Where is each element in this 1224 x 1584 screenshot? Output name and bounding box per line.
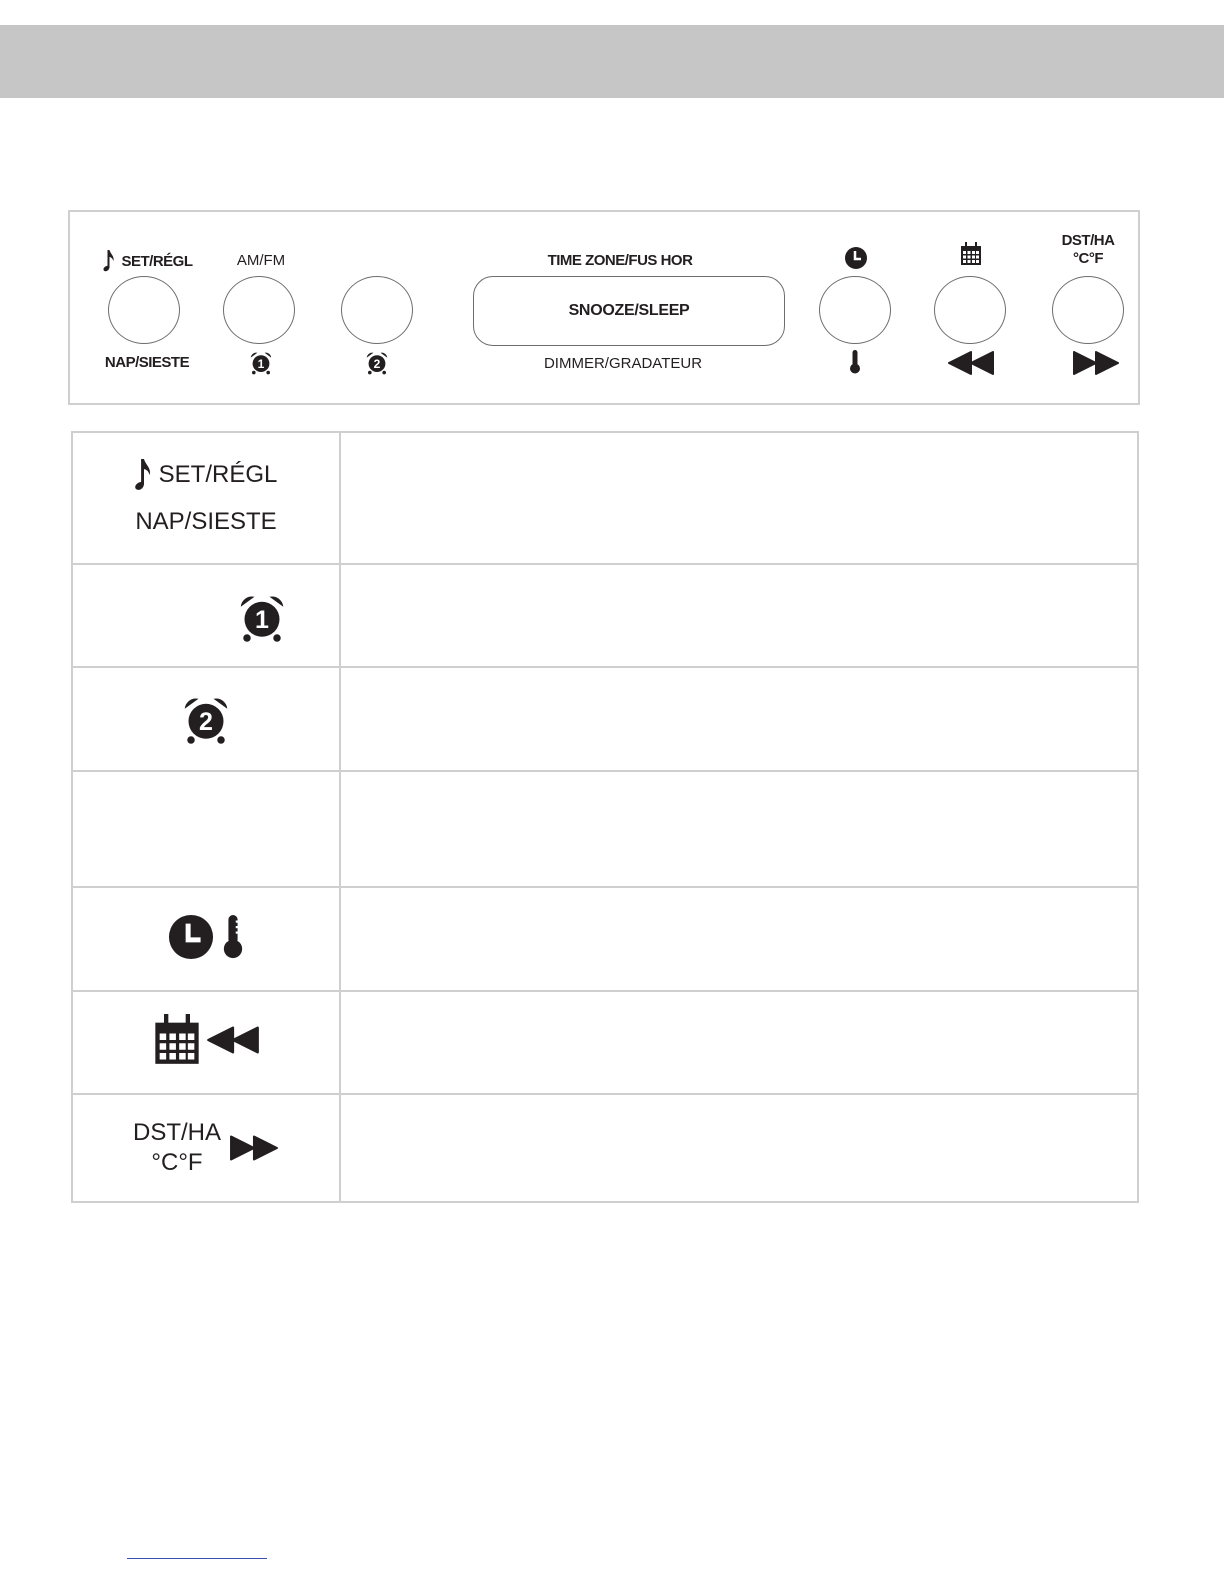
key-cell [72,667,340,771]
description-cell [340,667,1138,771]
table-row [72,991,1138,1094]
alarm2-button[interactable] [341,276,413,344]
footer-link-underline[interactable] [127,1558,267,1559]
fast-forward-icon [1072,351,1120,375]
alarm-2-icon [181,695,231,745]
amfm-alarm1-button[interactable] [223,276,295,344]
dst-key-group [133,1118,279,1178]
calendar-rewind-button[interactable] [934,276,1006,344]
dst-forward-button[interactable] [1052,276,1124,344]
clock-icon [168,914,214,960]
key-cell [72,1094,340,1202]
thermometer-icon [222,914,244,960]
amfm-label: AM/FM [236,252,286,269]
button-description-table [71,431,1139,1203]
rewind-icon [947,351,995,375]
key-cell [72,432,340,564]
calendar-icon [960,242,982,266]
dst-text: DST/HA [132,1119,221,1146]
calendar-icon [152,1014,202,1066]
alarm-2-number: 2 [199,708,213,736]
clock-icon [844,246,868,270]
key-cell [72,991,340,1094]
calendar-rewind-icons [152,1014,260,1066]
description-cell [340,432,1138,564]
fast-forward-icon [229,1135,279,1161]
set-nap-button[interactable] [108,276,180,344]
dst-text-stack [133,1118,221,1178]
table-row [72,432,1138,564]
table-row [72,564,1138,667]
table-row [72,1094,1138,1202]
dst-label: DST/HA [1061,232,1115,249]
button-panel-diagram [68,210,1140,405]
music-note-icon [135,459,153,491]
set-label-group [103,250,192,276]
snooze-sleep-button[interactable] [473,276,785,346]
key-line-set [73,459,339,499]
alarm-1-icon [237,593,287,643]
set-text: SET/RÉGL [158,461,278,488]
cf-label: °C°F [1073,250,1103,267]
table-row [72,667,1138,771]
snooze-label: SNOOZE/SLEEP [568,302,690,319]
thermometer-icon [849,350,861,374]
alarm-1-number: 1 [257,356,265,371]
cf-text: °C°F [151,1149,203,1176]
alarm-2-icon [365,351,389,375]
nap-label: NAP/SIESTE [104,354,190,371]
key-cell [72,771,340,887]
table-row [72,771,1138,887]
nap-text: NAP/SIESTE [135,508,277,535]
description-cell [340,1094,1138,1202]
key-cell [72,564,340,667]
key-cell [72,887,340,991]
alarm-1-icon [249,351,273,375]
header-band [0,25,1224,98]
description-cell [340,887,1138,991]
table-row [72,887,1138,991]
clock-temp-button[interactable] [819,276,891,344]
set-label: SET/RÉGL [121,252,193,270]
description-cell [340,771,1138,887]
alarm-2-number: 2 [373,356,381,371]
description-cell [340,564,1138,667]
rewind-icon [206,1026,260,1054]
timezone-label: TIME ZONE/FUS HOR [547,252,693,269]
description-cell [340,991,1138,1094]
music-note-icon [103,250,115,272]
dimmer-label: DIMMER/GRADATEUR [543,355,703,372]
alarm-1-number: 1 [255,606,269,634]
clock-temp-icons [168,914,244,960]
